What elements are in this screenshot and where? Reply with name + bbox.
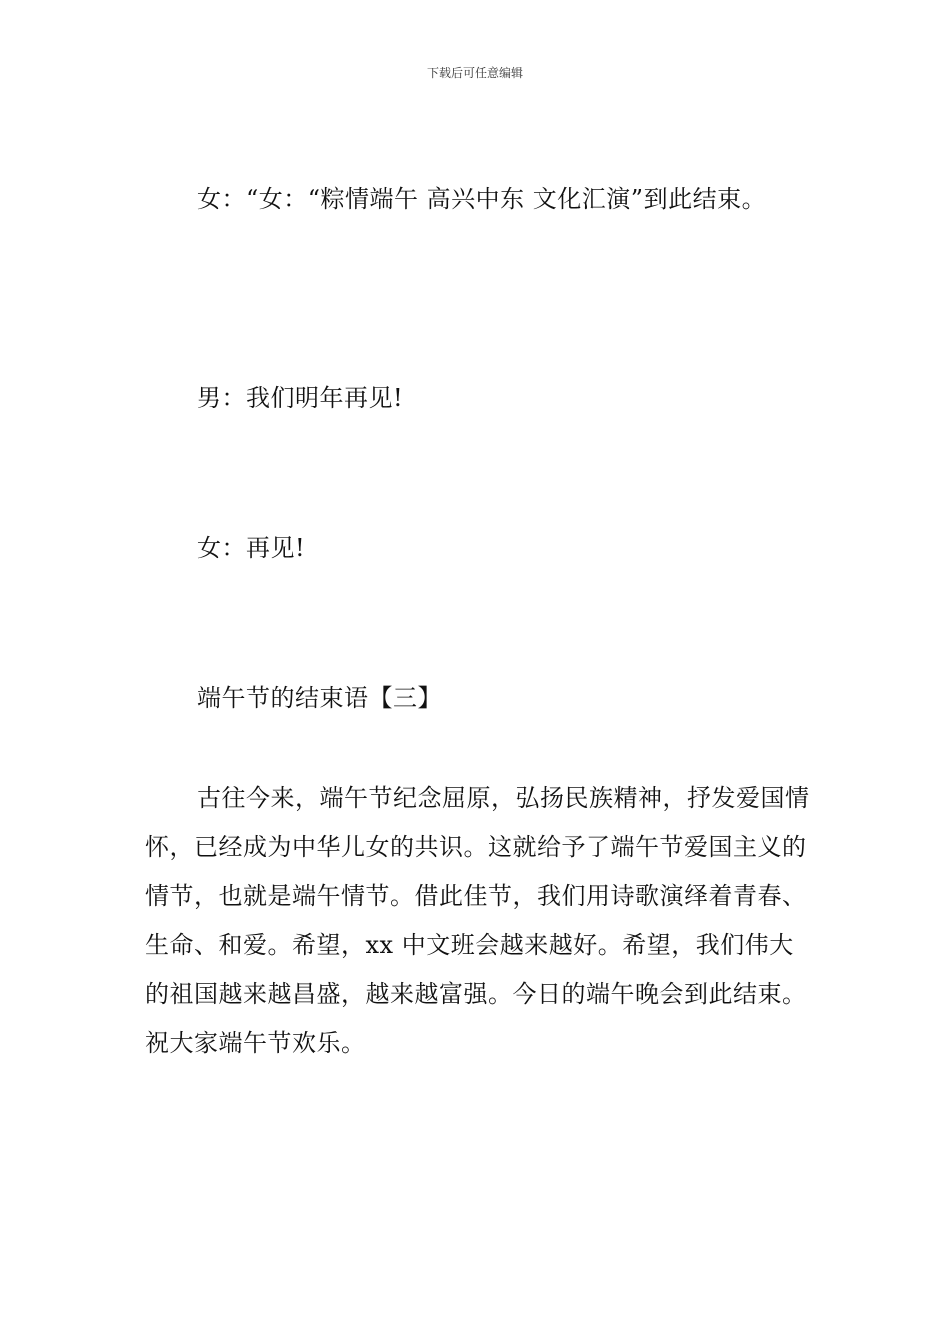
closing-line-male: 男：我们明年再见! bbox=[197, 384, 404, 412]
farewell-line-female: 女：再见! bbox=[197, 534, 306, 562]
section-title: 端午节的结束语【三】 bbox=[197, 684, 442, 712]
closing-line-female: 女：“女：“粽情端午 高兴中东 文化汇演”到此结束。 bbox=[197, 185, 767, 213]
body-paragraph: 古往今来，端午节纪念屈原，弘扬民族精神，抒发爱国情怀，已经成为中华儿女的共识。这就给予了端午节爱国主义的情节，也就是端午情节。借此佳节，我们用诗歌演绎着青春、生命、和爱。希望，xx 中文班会越来越好。希望，我们伟大的祖国越来越昌盛，越来越富强。今日的端午晚会到此结束。祝大家端午节欢乐。 bbox=[145, 784, 810, 1057]
page-header: 下载后可任意编辑 bbox=[426, 66, 523, 80]
